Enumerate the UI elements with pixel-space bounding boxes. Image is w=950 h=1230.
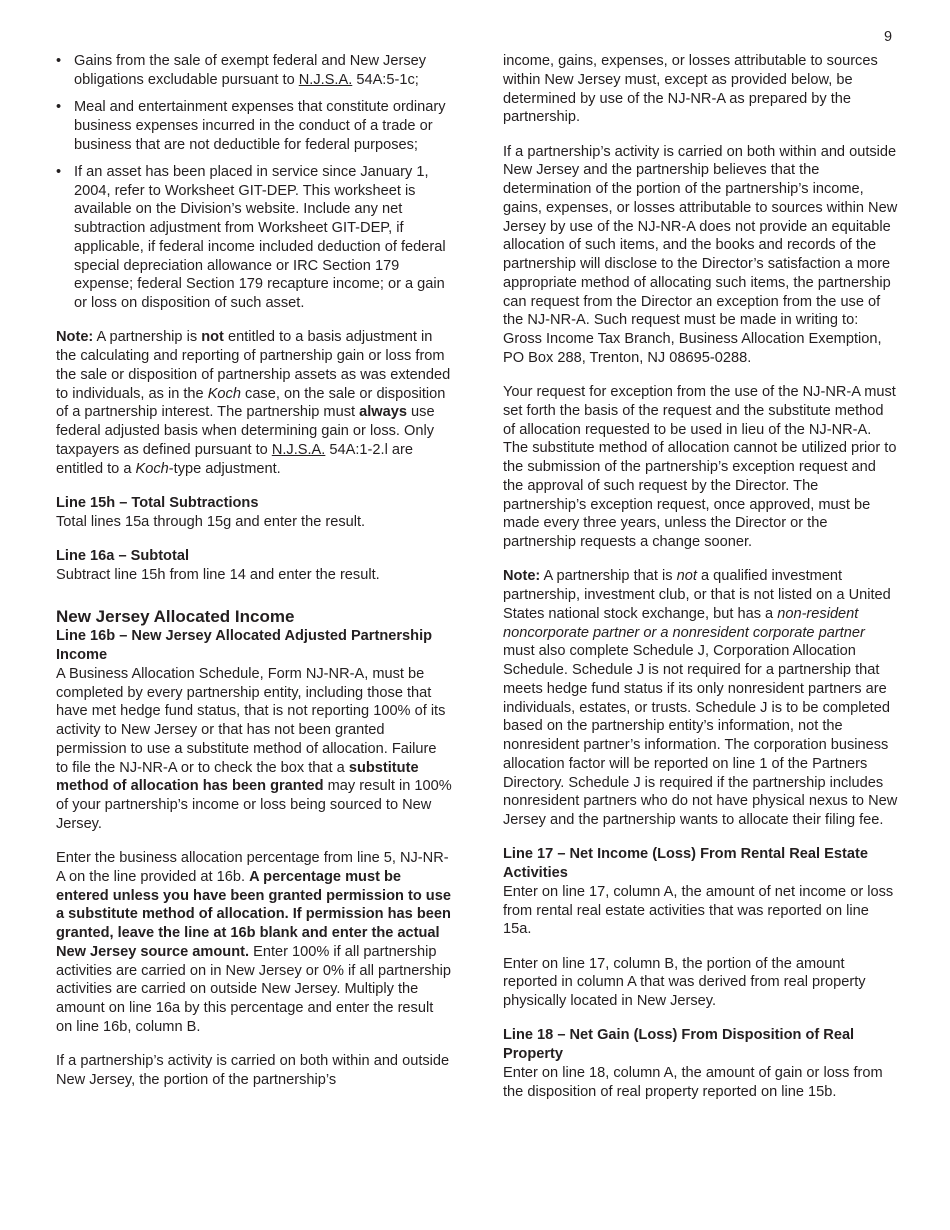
line-17-heading: Line 17 – Net Income (Loss) From Rental Real Estate Activities [503, 846, 868, 881]
list-item: • Gains from the sale of exempt federal and New Jersey obligations excludable pursuant to N.J.S.A. 54A:5-1c; [56, 52, 452, 90]
line-16a-heading: Line 16a – Subtotal [56, 547, 189, 564]
right-column [503, 52, 899, 1117]
list-item: • If an asset has been placed in service since January 1, 2004, refer to Worksheet GIT-DEP. This worksheet is available on the Division’s website. Include any net subtraction adjustment from Worksheet GIT-DEP, if applicable, if federal income included deduction of federal special depreciation allowance or IRC Section 179 expense; federal Section 179 recapture income; or a gain or loss on disposition of such asset. [56, 163, 452, 313]
subtraction-bullet-list [56, 52, 452, 313]
allocation-paragraph: If a partnership’s activity is carried on both within and outside New Jersey and the partnership believes that the determination of the portion of the partnership’s income, gains, expenses, or losses attributable to sources within New Jersey by use of the NJ-NR-A does not provide an equitable allocation of such items, and the books and records of the partnership will disclose to the Director’s satisfaction a more appropriate method of allocating such items, the partnership can request from the Director an exception from the use of the NJ-NR-A. Such request must be made in writing to: Gross Income Tax Branch, Business Allocation Exemption, PO Box 288, Trenton, NJ 08695-0288. [503, 143, 898, 366]
line-16b-heading: Line 16b – New Jersey Allocated Adjusted Partnership Income [56, 628, 433, 663]
section-title: New Jersey Allocated Income [56, 607, 295, 627]
line-15h-section [56, 494, 452, 532]
line-15h-heading: Line 15h – Total Subtractions [56, 494, 259, 511]
line-18-heading: Line 18 – Net Gain (Loss) From Disposition of Real Property [503, 1027, 855, 1062]
line-16b-paragraph: A Business Allocation Schedule, Form NJ-NR-A, must be completed by every partnership entity, including those that have met hedge fund status, that is not reporting 100% of its activity to New Jersey or that has not been granted permission to use a substitute method of allocation. Failure to file the NJ-NR-A or to check the box that a substitute method of allocation has been granted may result in 100% of your partnership’s income or loss being sourced to New Jersey. [56, 665, 452, 832]
njsa-reference: N.J.S.A. [271, 441, 326, 458]
page-number: 9 [884, 29, 893, 45]
line-17-paragraph: Enter on line 17, column B, the portion of the amount reported in column A that was derived from real property physically located in New Jersey. [503, 955, 866, 1009]
note-label: Note: [56, 329, 94, 346]
line-18-paragraph: Enter on line 18, column A, the amount of gain or loss from the disposition of real property reported on line 15b. [503, 1064, 883, 1100]
line-17-paragraph: Enter on line 17, column A, the amount of net income or loss from rental real estate activities that was reported on line 15a. [503, 883, 894, 938]
list-item: • Meal and entertainment expenses that constitute ordinary business expenses incurred in the conduct of a trade or business that are not deductible for federal purposes; [56, 98, 452, 154]
line-16a-section [56, 547, 452, 585]
allocation-paragraph: income, gains, expenses, or losses attributable to sources within New Jersey must, except as provided below, be determined by use of the NJ-NR-A as prepared by the partnership. [503, 53, 878, 126]
left-column [56, 52, 452, 1105]
schedule-j-note: Note: A partnership that is not a qualified investment partnership, investment club, or that is not listed on a United States national stock exchange, but has a non-resident noncorporate partner or a nonresident corporate partner must also complete Schedule J, Corporation Allocation Schedule. Schedule J is not required for a partnership that meets hedge fund status if its only nonresident partners are individuals, estates, or trusts. Schedule J is to be completed based on the partnership entity’s information, not the nonresident partner’s information. The corporation business allocation factor will be reported on line 1 of the Partners Directory. Schedule J is required if the partnership includes nonresident partners who do not have physical nexus to New Jersey and the partnership wants to allocate their filing fee. [503, 568, 898, 828]
line-16b-paragraph: If a partnership’s activity is carried on both within and outside New Jersey, the portion of the partnership’s [56, 1053, 450, 1088]
allocation-paragraph: Your request for exception from the use of the NJ-NR-A must set forth the basis of the request and the substitute method of allocation requested to be used in lieu of the NJ-NR-A. The substitute method of allocation cannot be utilized prior to the submission of the partnership’s exception request and the approval of such request by the Director. The partnership’s exception request, once approved, must be made every three years, unless the Director or the partnership requests a change sooner. [503, 384, 897, 550]
line-16a-text: Subtract line 15h from line 14 and enter the result. [56, 566, 380, 583]
basis-adjustment-note: Note: A partnership is not entitled to a basis adjustment in the calculating and reporting of partnership gain or loss from the sale or disposition of partnership assets as was extended to individuals, as in the Koch case, on the sale or disposition of a partnership interest. The partnership must always use federal adjusted basis when determining gain or loss. Only taxpayers as defined pursuant to N.J.S.A. 54A:1-2.l are entitled to a Koch-type adjustment. [56, 329, 451, 477]
note-label: Note: [503, 568, 541, 585]
line-16b-paragraph: Enter the business allocation percentage from line 5, NJ-NR-A on the line provided at 16b. A percentage must be entered unless you have been granted permission to use a substitute method of allocation. If permission has been granted, leave the line at 16b blank and enter the actual New Jersey source amount. Enter 100% if all partnership activities are carried on in New Jersey or 0% if all partnership activities are carried on outside New Jersey. Multiply the amount on line 16a by this percentage and enter the result on line 16b, column B. [56, 850, 452, 1035]
line-15h-text: Total lines 15a through 15g and enter the result. [56, 513, 366, 530]
njsa-reference: N.J.S.A. [298, 71, 353, 88]
